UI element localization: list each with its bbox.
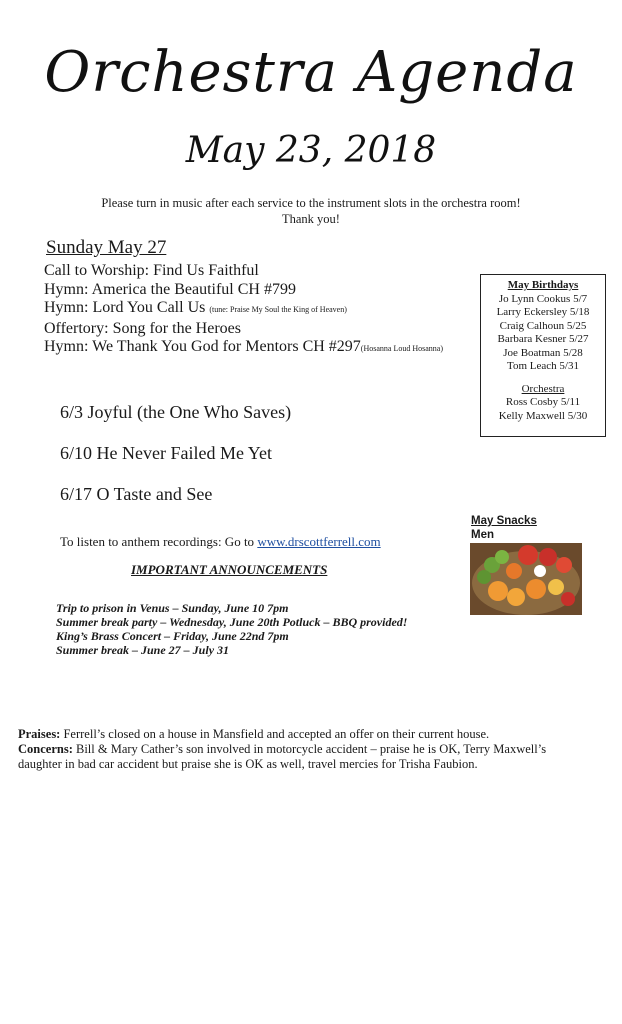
service-item [44,299,484,320]
service-item-text: Hymn: Lord You Call Us [44,299,210,316]
birthday-entry: Larry Eckersley 5/18 [496,306,590,318]
prayer-section [18,727,578,772]
upcoming-anthem: 6/3 Joyful (the One Who Saves) [60,402,292,422]
recordings-link[interactable]: www.drscottferrell.com [257,534,381,549]
upcoming-anthem: 6/10 He Never Failed Me Yet [60,443,272,463]
service-item-text: Hymn: We Thank You God for Mentors CH #297 [44,338,361,355]
praises-label: Praises: [18,727,61,741]
service-item [44,262,484,281]
service-heading: Sunday May 27 [46,237,167,258]
music-notice [60,195,562,227]
service-item-note: (tune: Praise My Soul the King of Heaven) [209,305,347,314]
birthdays-heading: May Birthdays [507,279,579,291]
birthday-entry: Jo Lynn Cookus 5/7 [498,292,588,305]
snacks-group: Men [471,529,494,541]
service-item-note: (Hosanna Loud Hosanna) [360,344,443,353]
agenda-date: May 23, 2018 [185,130,437,171]
announcement-item: King’s Brass Concert – Friday, June 22nd 7pm [56,629,289,643]
announcement-item: Trip to prison in Venus – Sunday, June 10 7pm [56,601,289,615]
praises-line [18,727,578,742]
notice-line: Please turn in music after each service to the instrument slots in the orchestra room! [101,196,521,210]
service-item-text: Offertory: Song for the Heroes [44,319,241,337]
orchestra-birthdays-heading: Orchestra [521,382,565,395]
concerns-line [18,742,578,772]
service-item-text: Hymn: America the Beautiful CH #799 [44,280,296,298]
birthday-entry: Ross Cosby 5/11 [505,396,581,408]
upcoming-anthem: 6/17 O Taste and See [60,484,213,504]
announcement-item: Summer break party – Wednesday, June 20th Potluck – BBQ provided! [56,615,408,629]
listen-line [60,534,381,550]
fruit-platter-image [470,543,582,615]
snacks-box [471,514,537,542]
announcement-item: Summer break – June 27 – July 31 [56,643,230,657]
notice-thanks: Thank you! [282,212,340,226]
birthday-entry: Barbara Kesner 5/27 [497,333,589,345]
service-item [44,338,484,359]
birthday-entry: Joe Boatman 5/28 [503,346,583,359]
service-item [44,281,484,300]
announcements-list [56,601,407,657]
service-order [44,262,484,359]
birthdays-box [480,274,606,437]
birthday-entry: Kelly Maxwell 5/30 [498,409,588,422]
listen-text: To listen to anthem recordings: Go to [60,534,258,549]
birthday-entry: Craig Calhoun 5/25 [499,319,587,332]
concerns-label: Concerns: [18,742,73,756]
service-item [44,320,484,339]
concerns-text: Bill & Mary Cather’s son involved in motorcycle accident – praise he is OK, Terry Maxwell’s daughter in bad car accident but praise she is OK as well, travel mercies for Trisha Faubion. [18,742,547,771]
announcements-heading: IMPORTANT ANNOUNCEMENTS [131,562,328,577]
snacks-heading: May Snacks [471,515,537,527]
birthday-entry: Tom Leach 5/31 [507,360,579,372]
page-title: Orchestra Agenda [44,40,578,105]
service-item-text: Call to Worship: Find Us Faithful [44,262,259,279]
praises-text: Ferrell’s closed on a house in Mansfield and accepted an offer on their current house. [60,727,490,741]
